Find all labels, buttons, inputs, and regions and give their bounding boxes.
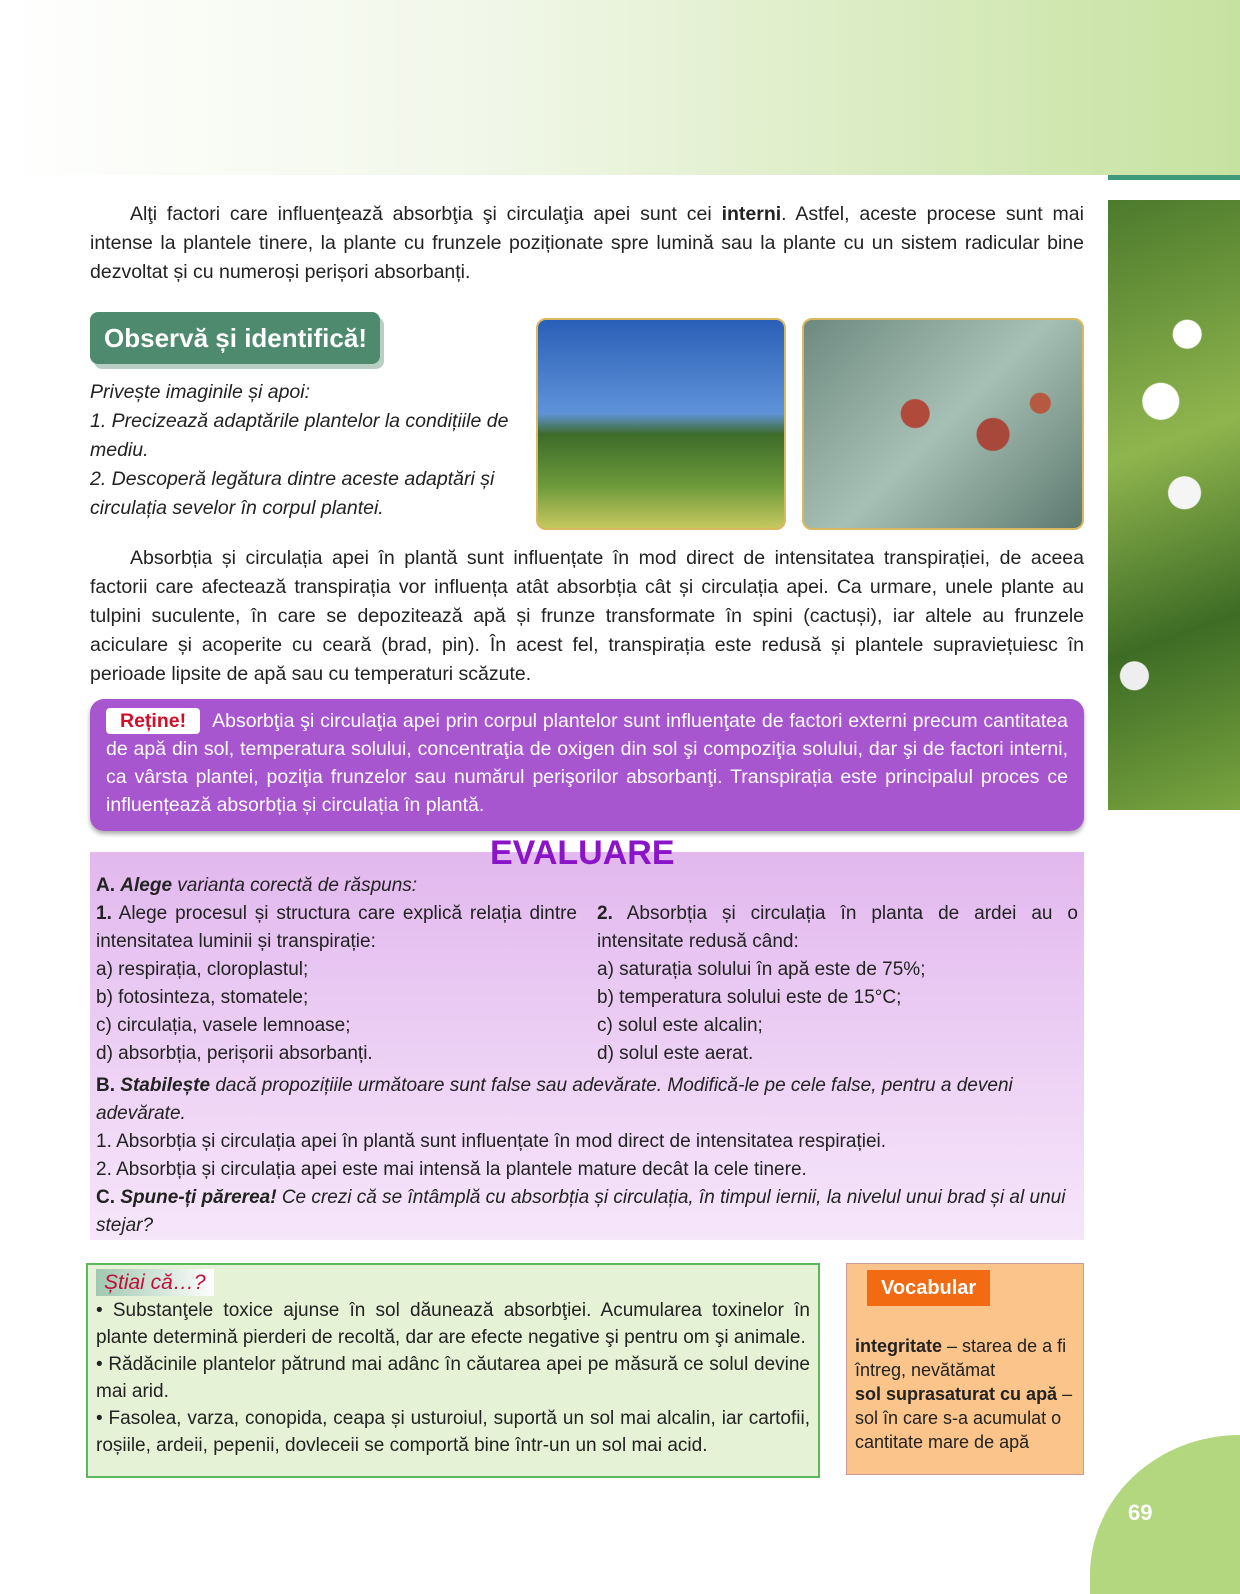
intro-bold: interni: [721, 203, 782, 225]
remember-text: Absorbţia şi circulaţia apei prin corpul plantelor sunt influenţate de factori externi precum cantitatea de apă din sol, temperatura solului, concentraţia de oxigen din sol şi compoziţia solului, dar şi de factori interni, ca vârsta plantei, poziţia frunzelor sau numărul perişorilor absorbanţi. Transpirația este principalul proces ce influențează absorbția și circulația în plantă.: [106, 710, 1068, 816]
fact-item: • Fasolea, varza, conopida, ceapa și usturoiul, suportă un sol mai alcalin, iar cartofii, roșiile, ardeii, pepenii, dovleceii se comportă bine într-un un sol mai acid.: [96, 1408, 810, 1456]
vocabulary-entry: integritate – starea de a fi întreg, nevătămat: [855, 1336, 1067, 1380]
observe-heading: Observă și identifică!: [90, 312, 380, 364]
header-divider: [1108, 175, 1240, 180]
answer-option: a) saturația solului în apă este de 75%;: [597, 959, 926, 980]
vocabulary-tag: Vocabular: [867, 1270, 990, 1306]
jasmine-flowers-photo: [1108, 200, 1240, 810]
section-b-heading: B. Stabilește dacă propozițiile următoare sunt false sau adevărate. Modifică-le pe cele false, pentru a deveni adevărate.: [96, 1075, 1013, 1124]
task-line: 2. Descoperă legătura dintre aceste adaptări și circulația sevelor în corpul plantei.: [90, 468, 495, 519]
answer-option: b) fotosinteza, stomatele;: [96, 987, 309, 1008]
intro-text: Alţi factori care influenţează absorbţia şi circulaţia apei sunt cei: [130, 203, 722, 225]
task-line: 1. Precizează adaptările plantelor la condițiile de mediu.: [90, 410, 509, 461]
evaluation-title: EVALUARE: [490, 834, 675, 872]
vocabulary-box: [846, 1263, 1084, 1475]
intro-text-end: . Astfel, aceste procese sunt mai intense la plantele tinere, la plante cu frunzele poziționate spre lumină sau la plante cu un sistem radicular bine dezvoltat și cu numeroși perișori absorbanți.: [90, 203, 1084, 283]
evaluation-section: [90, 852, 1084, 1240]
section-c-heading: C. Spune-ți părerea! Ce crezi că se întâmplă cu absorbția și circulația, în timpul iernii, la nivelul unui brad și al unui stejar?: [96, 1187, 1066, 1236]
remember-tag: Reține!: [106, 708, 200, 734]
header-band: [0, 0, 1240, 175]
observe-task: [90, 378, 530, 523]
vocabulary-entry: sol suprasaturat cu apă – sol în care s-a acumulat o cantitate mare de apă: [855, 1384, 1073, 1452]
section-a-heading: A. Alege varianta corectă de răspuns:: [96, 875, 418, 896]
answer-option: c) solul este alcalin;: [597, 1015, 763, 1036]
task-line: Privește imaginile și apoi:: [90, 381, 311, 403]
fact-item: • Rădăcinile plantelor pătrund mai adânc în căutarea apei pe măsură ce solul devine mai arid.: [96, 1354, 810, 1402]
answer-option: b) temperatura solului este de 15°C;: [597, 987, 902, 1008]
statement-item: 1. Absorbția și circulația apei în plantă sunt influențate în mod direct de intensitatea respirației.: [96, 1131, 887, 1152]
cactus-photo: [536, 318, 786, 530]
remember-box: [90, 699, 1084, 831]
fact-item: • Substanţele toxice ajunse în sol dăunează absorbţiei. Acumularea toxinelor în plante determină pierderi de recoltă, dar are efecte negative şi pentru om şi animale.: [96, 1300, 810, 1348]
did-you-know-tag: Știai că…?: [96, 1269, 214, 1296]
page-number: 69: [1128, 1500, 1153, 1525]
answer-option: c) circulația, vasele lemnoase;: [96, 1015, 351, 1036]
page-corner-decoration: [1090, 1435, 1240, 1594]
answer-option: d) solul este aerat.: [597, 1043, 754, 1064]
answer-option: a) respirația, cloroplastul;: [96, 959, 309, 980]
did-you-know-box: [86, 1263, 820, 1478]
statement-item: 2. Absorbția și circulația apei este mai intensă la plantele mature decât la cele tinere.: [96, 1159, 807, 1180]
fir-branch-photo: [802, 318, 1084, 530]
question-2: 2. Absorbția și circulația în planta de ardei au o intensitate redusă când: a) saturația solului în apă este de 75%; b) temperatura solului este de 15°C; c) solul este alcalin; d) solul este aerat.: [597, 900, 1078, 1068]
intro-paragraph: [90, 200, 1084, 287]
answer-option: d) absorbția, perișorii absorbanți.: [96, 1043, 373, 1064]
transpiration-paragraph: Absorbția și circulația apei în plantă sunt influențate în mod direct de intensitatea transpirației, de aceea factorii care afectează transpirația vor influența atât absorbția cât și circulația apei. Ca urmare, unele plante au tulpini suculente, în care se depozitează apă și frunze transformate în spini (cactuși), iar altele au frunzele aciculare și acoperite cu ceară (brad, pin). În acest fel, transpirația este redusă și plantele supraviețuiesc în perioade lipsite de apă sau cu temperaturi scăzute.: [90, 547, 1084, 685]
question-1: 1. Alege procesul și structura care explică relația dintre intensitatea luminii și transpirație: a) respirația, cloroplastul; b) fotosinteza, stomatele; c) circulația, vasele lemnoase; d) absorbția, perișorii absorbanți.: [96, 900, 577, 1068]
